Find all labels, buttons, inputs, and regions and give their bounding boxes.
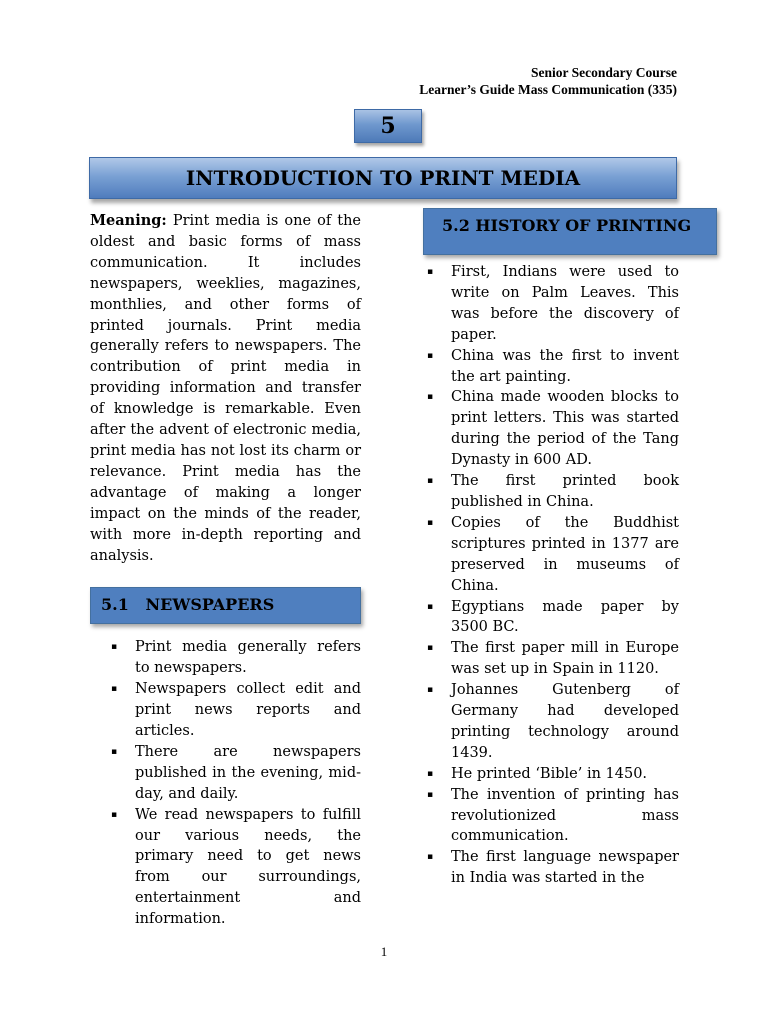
- course-header: [419, 64, 677, 98]
- page-number: 1: [380, 944, 388, 959]
- guide-title: Learner’s Guide Mass Communication (335): [419, 82, 677, 97]
- list-item: ▪ Newspapers collect edit and print news reports and articles.: [111, 681, 361, 740]
- bullet-icon: ▪: [111, 642, 118, 653]
- meaning-paragraph: [90, 211, 361, 566]
- list-item: ▪ Print media generally refers to newspapers.: [111, 639, 361, 677]
- list-item: ▪ The first printed book published in China.: [427, 473, 679, 510]
- bullet-icon: ▪: [427, 601, 434, 612]
- list-item: ▪ He printed ‘Bible’ in 1450.: [451, 764, 679, 785]
- meaning-text: Print media is one of the oldest and basic forms of mass communication. It includes newspapers, weeklies, magazines, monthlies, and other forms of printed journals. Print media generally refers to newspapers. The contribution of print media in providing information and transfer of knowledge is remarkable. Even after the advent of electronic media, print media has not lost its charm or relevance. Print media has the advantage of making a longer impact on the minds of the reader, with more in-depth reporting and analysis.: [90, 213, 361, 564]
- left-column: [90, 211, 361, 930]
- list-item: ▪ There are newspapers published in the evening, mid-day, and daily.: [111, 743, 361, 802]
- list-item: ▪ Johannes Gutenberg of Germany had developed printing technology around 1439.: [427, 682, 679, 761]
- bullet-icon: ▪: [111, 684, 118, 695]
- list-item: ▪ First, Indians were used to write on Palm Leaves. This was before the discovery of paper.: [427, 264, 679, 343]
- history-list: [427, 262, 679, 889]
- right-column: [423, 208, 692, 889]
- list-item: ▪ The first paper mill in Europe was set up in Spain in 1120.: [427, 640, 679, 678]
- chapter-title: INTRODUCTION TO PRINT MEDIA: [89, 157, 677, 199]
- meaning-label: Meaning:: [90, 212, 167, 229]
- section-heading-history-of-printing: 5.2 HISTORY OF PRINTING: [423, 208, 717, 255]
- bullet-icon: ▪: [427, 685, 434, 696]
- list-item: ▪ Copies of the Buddhist scriptures printed in 1377 are preserved in museums of China.: [427, 514, 679, 594]
- bullet-icon: ▪: [427, 643, 434, 654]
- list-item: ▪ The invention of printing has revolutionized mass communication.: [427, 786, 679, 845]
- section-heading-newspapers: 5.1 NEWSPAPERS: [90, 587, 361, 624]
- unit-number-badge: 5: [354, 109, 422, 143]
- bullet-icon: ▪: [111, 746, 118, 757]
- bullet-icon: ▪: [427, 476, 434, 487]
- bullet-icon: ▪: [427, 392, 434, 403]
- list-item: ▪ Egyptians made paper by 3500 BC.: [427, 598, 679, 636]
- list-item: ▪ We read newspapers to fulfill our various needs, the primary need to get news from our surroundings, entertainment and information.: [111, 806, 361, 928]
- list-item: ▪ China was the first to invent the art painting.: [427, 347, 679, 385]
- list-item: ▪ The first language newspaper in India was started in the: [427, 849, 679, 887]
- bullet-icon: ▪: [427, 267, 434, 277]
- bullet-icon: ▪: [111, 809, 118, 820]
- bullet-icon: ▪: [427, 852, 434, 863]
- newspapers-list: [111, 637, 361, 930]
- list-item: ▪ China made wooden blocks to print letters. This was started during the period of the Tang Dynasty in 600 AD.: [427, 389, 679, 469]
- bullet-icon: ▪: [427, 789, 434, 800]
- course-name: Senior Secondary Course: [530, 65, 677, 80]
- bullet-icon: ▪: [427, 768, 434, 779]
- bullet-icon: ▪: [427, 517, 434, 528]
- bullet-icon: ▪: [427, 350, 434, 361]
